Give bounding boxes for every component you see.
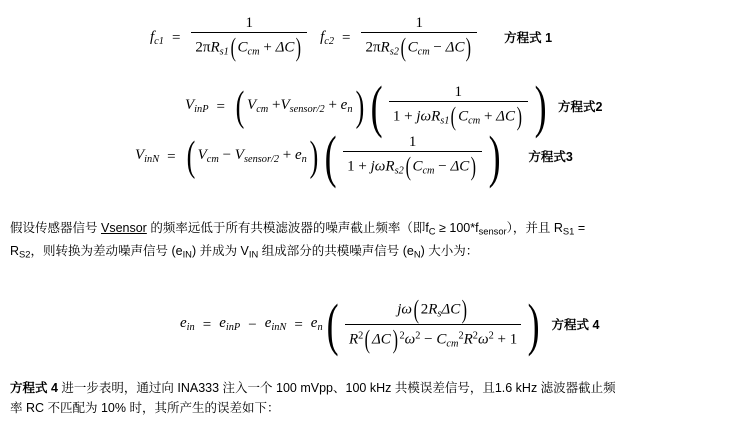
eq1-lhs1: $f_{c1}$ xyxy=(150,28,164,47)
eq4-t2: $e_{inN}$ xyxy=(264,315,287,334)
eq1-fraction-1: $\frac{1}{2\pi R_{s1}( C_{cm} + \Delta C)}$ xyxy=(188,16,310,61)
paragraph-assumption xyxy=(10,218,725,265)
eq4-t1: $e_{inP}$ xyxy=(219,315,241,334)
p2-text-a: R xyxy=(10,244,20,259)
p2-text-b: ，则转换为差动噪声信号 (e xyxy=(30,244,183,259)
eq4-lhs: $e_{in}$ xyxy=(180,315,195,334)
eq1-fraction-2: $\frac{1}{2\pi R_{s2}( C_{cm} - \Delta C)}$ xyxy=(358,16,480,61)
equation-1-label: 方程式 1 xyxy=(504,31,553,46)
p1-text-e: = xyxy=(574,221,586,235)
p2-sub-n: N xyxy=(413,249,421,260)
p1-text-a: 假设传感器信号 xyxy=(10,221,101,235)
p1-vsensor: Vsensor xyxy=(100,221,147,235)
equation-2-label: 方程式2 xyxy=(557,99,603,114)
eq2-lhs: $V_{inP}$ xyxy=(185,97,209,116)
eq3-fraction: $\frac{1}{1 + j\omega R_{s2}( C_{cm} - \Delta C)}$ xyxy=(340,135,485,180)
p2-text-d: 组成部分的共模噪声信号 (e xyxy=(258,244,414,259)
equation-1: $f_{c1}$ = $\frac{1}{2\pi R_{s1}( C_{cm} + \Delta C)}$ $f_{c2}$ = $\frac{1}{2\pi R_{s2}( C_{cm} - \Delta C)}$ 方程式 1 xyxy=(150,15,553,62)
p2-sub-s2: S2 xyxy=(19,249,31,260)
paragraph-conclusion xyxy=(10,378,725,418)
p2-sub-in1: IN xyxy=(182,249,192,260)
p2-text-e: ) 大小为： xyxy=(420,244,479,259)
eq1-lhs2: $f_{c2}$ xyxy=(320,28,334,47)
equation-3-label: 方程式3 xyxy=(528,149,573,164)
p1-text-c: ≥ 100*f xyxy=(435,221,479,235)
equation-4-label: 方程式 4 xyxy=(551,317,600,332)
p1-text-d: ），并且 R xyxy=(506,221,563,235)
eq4-fraction: $\frac{j\omega( 2R_s\Delta C)}{R^2( \Delta C) ^2\omega^2 - C_{cm}^2R^2\omega^2 + 1}$ xyxy=(342,297,524,353)
eq3-lhs: $V_{inN}$ xyxy=(135,147,160,166)
p1-sub-c: C xyxy=(428,226,436,237)
eq4-t3: $e_n$ xyxy=(310,315,323,334)
eq2-sum: $V_{cm} +V_{sensor/2} + e_n$ xyxy=(247,97,353,116)
p1-sub-sensor: sensor xyxy=(478,226,507,237)
eq3-sum: $V_{cm} - V_{sensor/2} + e_n$ xyxy=(197,147,307,166)
equation-3: $V_{inN}$ = ( $V_{cm} - V_{sensor/2} + e_n$ ) ( $\frac{1}{1 + j\omega R_{s2}( C_{cm} - \Delta C)}$ ) 方程式3 xyxy=(135,124,573,189)
p2-sub-in2: IN xyxy=(248,249,259,260)
p2-bold-lead: 方程式 4 xyxy=(10,381,58,395)
p2-line1: 进一步表明，通过向 INA333 注入一个 100 mVpp、100 kHz 共模误差信号，且1.6 kHz 滤波器截止频 xyxy=(57,381,616,395)
eq2-fraction: $\frac{1}{1 + j\omega R_{s1}( C_{cm} + \Delta C)}$ xyxy=(386,85,531,130)
p2-text-c: ) 并成为 V xyxy=(191,244,249,259)
equation-2: $V_{inP}$ = ( $V_{cm} +V_{sensor/2} + e_n$ ) ( $\frac{1}{1 + j\omega R_{s1}( C_{cm} + \Delta C)}$ ) 方程式2 xyxy=(185,74,603,139)
p1-sub-s1: S1 xyxy=(562,226,575,237)
p1-text-b: 的频率远低于所有共模滤波器的噪声截止频率（即f xyxy=(146,221,429,235)
p2-line2: 率 RC 不匹配为 10% 时，其所产生的误差如下： xyxy=(10,401,280,415)
equation-4: $e_{in}$ = $e_{inP}$ − $e_{inN}$ = $e_n$ ( $\frac{j\omega( 2R_s\Delta C)}{R^2( \Delta C) ^2\omega^2 - C_{cm}^2R^2\omega^2 + 1}$ ) 方程式 4 xyxy=(180,292,600,357)
